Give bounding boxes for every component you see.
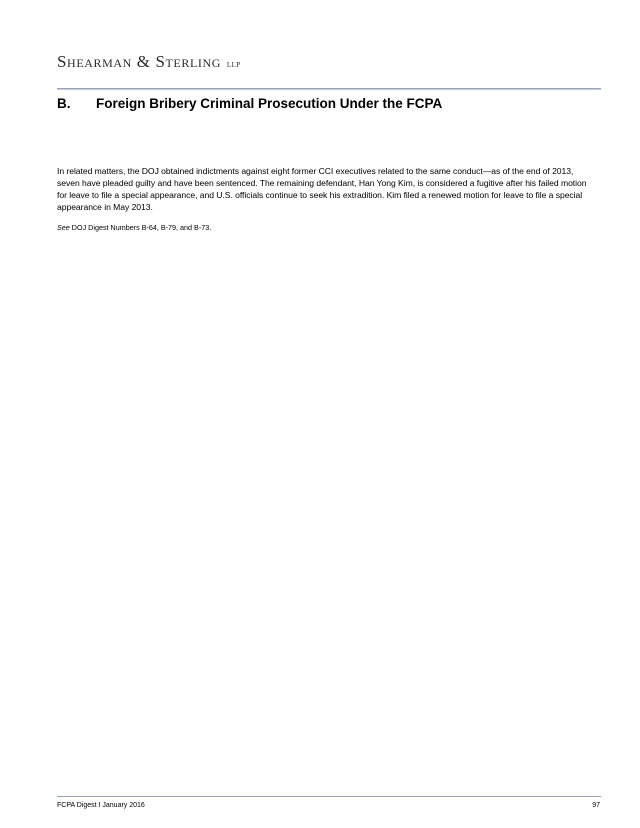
see-prefix: See (57, 223, 70, 232)
section-title: Foreign Bribery Criminal Prosecution Under the FCPA (96, 96, 443, 111)
firm-logo (57, 52, 241, 72)
section-heading (57, 96, 442, 111)
footer-divider (57, 796, 601, 797)
page-number: 97 (592, 802, 600, 809)
firm-name: Shearman & Sterling (57, 52, 222, 71)
firm-suffix: LLP (226, 61, 241, 69)
see-text: DOJ Digest Numbers B-64, B-79, and B-73. (69, 223, 212, 232)
body-paragraph: In related matters, the DOJ obtained indictments against eight former CCI executives related to the same conduct—as of the end of 2013, seven have pleaded guilty and have been sentenced. The remaining defendant, Han Yong Kim, is considered a fugitive after his failed motion for leave to file a special appearance, and U.S. officials continue to seek his extradition. Kim filed a renewed motion for leave to file a special appearance in May 2013. (57, 166, 587, 212)
see-also-reference (57, 223, 211, 232)
section-letter: B. (57, 96, 71, 111)
header-divider (57, 88, 601, 90)
footer-document-label: FCPA Digest I January 2016 (57, 802, 145, 809)
